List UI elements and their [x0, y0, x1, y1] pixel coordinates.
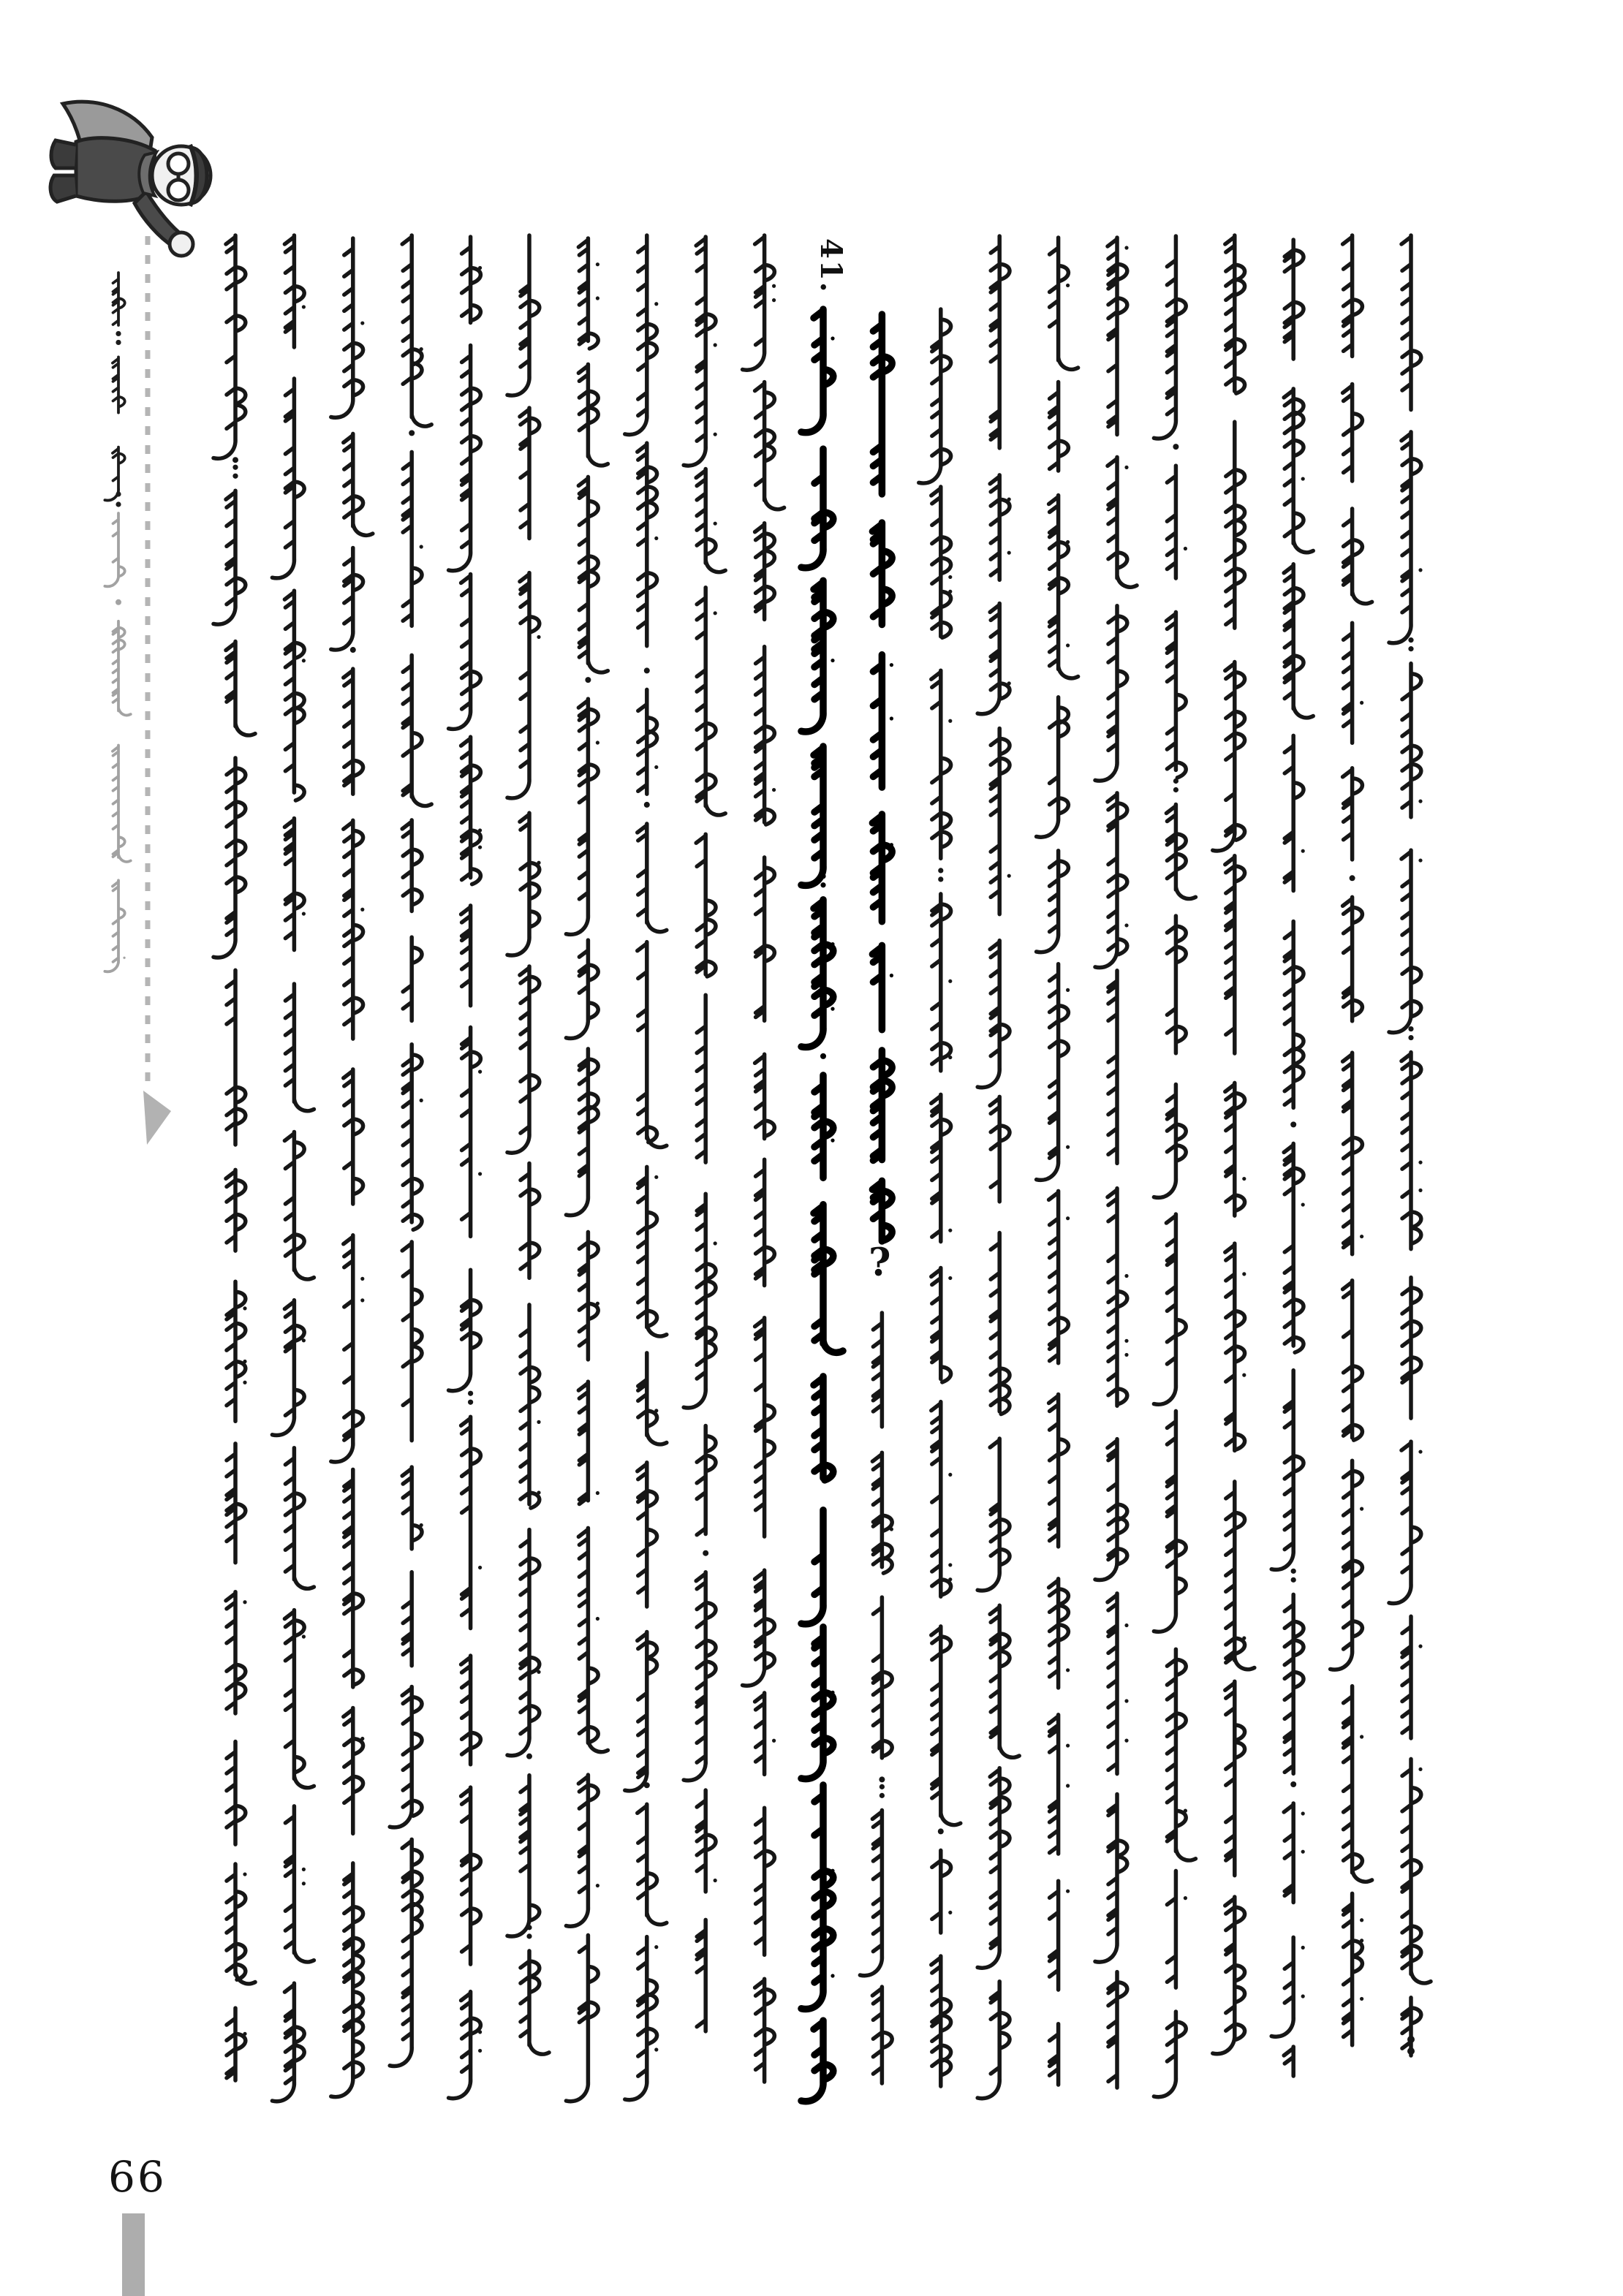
- mascot-illustration: [50, 102, 211, 256]
- mascot-boots: [50, 140, 76, 202]
- footer-bar: [122, 2213, 145, 2296]
- header-note-column: [105, 273, 130, 971]
- mascot-mitten: [170, 232, 193, 256]
- page-number: 66: [108, 2152, 167, 2202]
- body-column: [1331, 235, 1372, 2045]
- body-column: [743, 235, 784, 2082]
- body-column: [1389, 235, 1431, 2056]
- body-column: [566, 238, 608, 2102]
- body-column: [1271, 240, 1313, 2076]
- body-column: [1154, 236, 1195, 2097]
- body-column: [1213, 235, 1255, 2054]
- margin-rule-arrow-icon: [143, 1091, 171, 1145]
- body-column: [390, 235, 431, 2066]
- body-column: [213, 235, 255, 2080]
- body-column: [272, 235, 314, 2102]
- body-column: [507, 235, 549, 2054]
- body-column: [449, 237, 483, 2099]
- section-number: 41.: [814, 238, 848, 294]
- body-column: [860, 314, 893, 2083]
- body-column: [1037, 238, 1078, 2085]
- mascot-glasses-left: [168, 154, 189, 174]
- body-column: [801, 309, 843, 2102]
- body-column: [331, 238, 373, 2097]
- body-column: [919, 309, 961, 2086]
- body-column: [625, 235, 667, 2100]
- body-column: [977, 236, 1019, 2099]
- question-mark: ?: [869, 1240, 891, 1285]
- body-column: [684, 237, 725, 2031]
- mascot-glasses-right: [168, 180, 189, 200]
- body-column: [1095, 238, 1137, 2088]
- text-columns: [105, 235, 1431, 2102]
